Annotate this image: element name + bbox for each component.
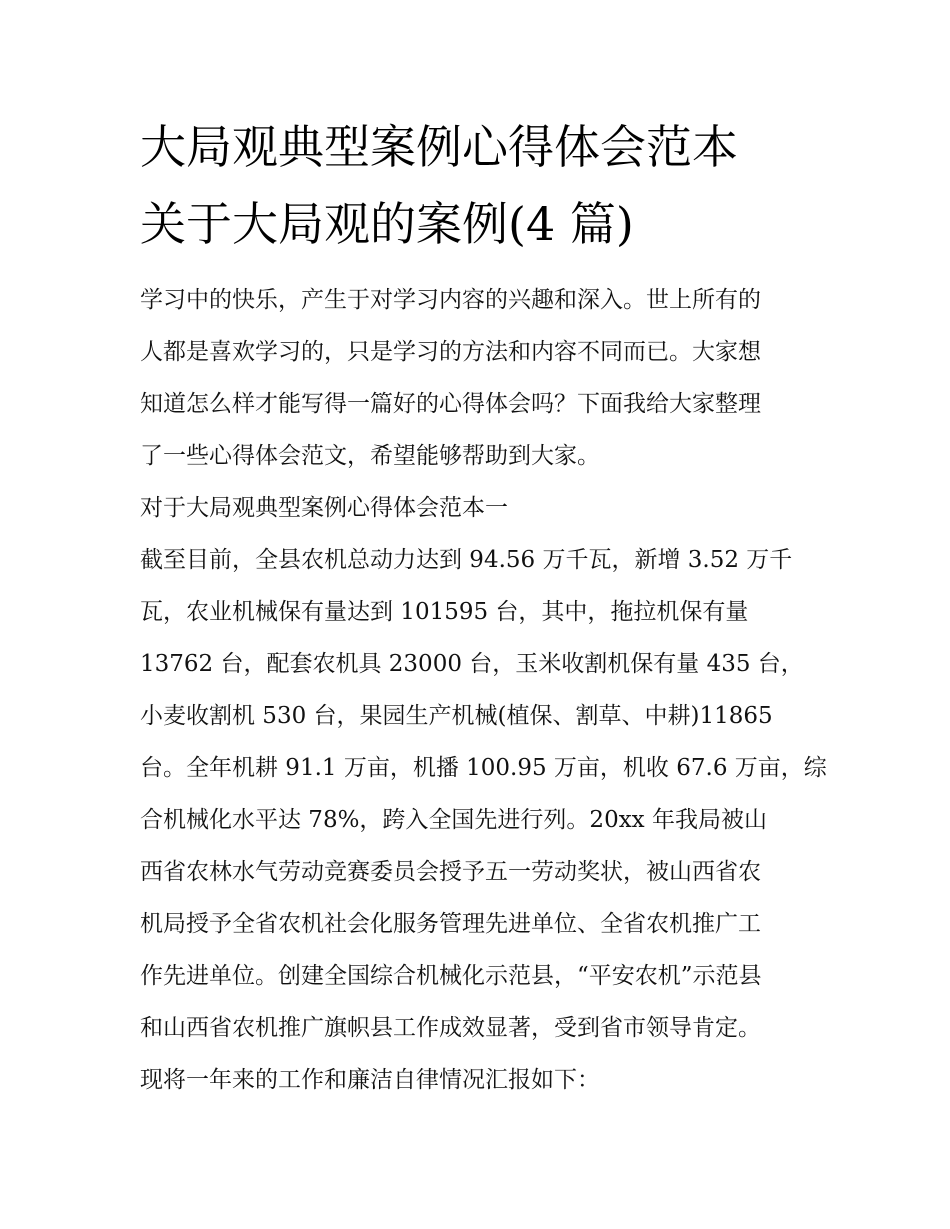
document-title-line-2: 关于大局观的案例(4 篇) bbox=[140, 197, 634, 251]
body-paragraph-line: 和山西省农机推广旗帜县工作成效显著，受到省市领导肯定。 bbox=[140, 1015, 761, 1041]
intro-paragraph-line: 人都是喜欢学习的，只是学习的方法和内容不同而已。大家想 bbox=[140, 339, 761, 365]
body-paragraph-line: 现将一年来的工作和廉洁自律情况汇报如下： bbox=[140, 1067, 600, 1093]
body-paragraph-line: 瓦，农业机械保有量达到 101595 台，其中，拖拉机保有量 bbox=[140, 599, 749, 625]
body-paragraph-line: 小麦收割机 530 台，果园生产机械(植保、割草、中耕)11865 bbox=[140, 703, 773, 729]
body-paragraph-line: 台。全年机耕 91.1 万亩，机播 100.95 万亩，机收 67.6 万亩，综 bbox=[140, 755, 827, 781]
body-paragraph-line: 机局授予全省农机社会化服务管理先进单位、全省农机推广工 bbox=[140, 911, 761, 937]
section-heading: 对于大局观典型案例心得体会范本一 bbox=[140, 495, 508, 521]
body-paragraph-line: 合机械化水平达 78%，跨入全国先进行列。20xx 年我局被山 bbox=[140, 807, 767, 833]
body-paragraph-line: 作先进单位。创建全国综合机械化示范县，“平安农机”示范县 bbox=[140, 963, 762, 989]
intro-paragraph-line: 了一些心得体会范文，希望能够帮助到大家。 bbox=[140, 443, 600, 469]
body-paragraph-line: 13762 台，配套农机具 23000 台，玉米收割机保有量 435 台， bbox=[140, 651, 804, 677]
body-paragraph-line: 截至目前，全县农机总动力达到 94.56 万千瓦，新增 3.52 万千 bbox=[140, 547, 793, 573]
intro-paragraph-line: 知道怎么样才能写得一篇好的心得体会吗？下面我给大家整理 bbox=[140, 391, 761, 417]
body-paragraph-line: 西省农林水气劳动竞赛委员会授予五一劳动奖状，被山西省农 bbox=[140, 859, 761, 885]
intro-paragraph-line: 学习中的快乐，产生于对学习内容的兴趣和深入。世上所有的 bbox=[140, 287, 761, 313]
document-title-line-1: 大局观典型案例心得体会范本 bbox=[140, 120, 738, 174]
